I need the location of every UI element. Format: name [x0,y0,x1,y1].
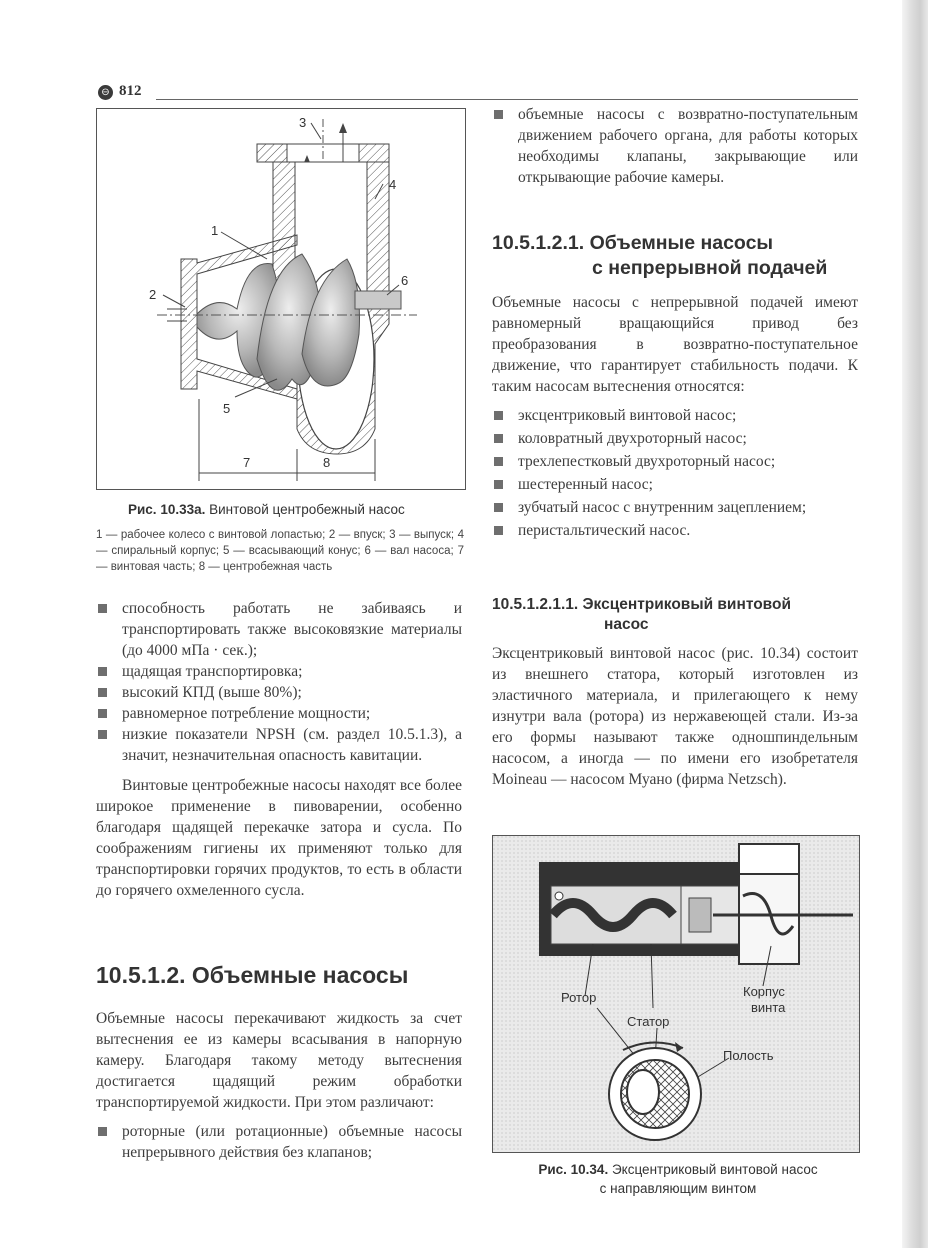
paragraph-continuous-pumps: Объемные насосы с непрерывной подачей имеют равномерный вращающийся привод без преобразования в возвратно-поступательное движение, что гарантирует стабильность подачи. К таким насосам вытеснения относятся: [492,294,858,395]
list-item: роторные (или ротационные) объемные насосы непрерывного действия без клапанов; [96,1121,462,1163]
figure-screw-centrifugal-pump [96,108,466,490]
label-rotor: Ротор [561,990,597,1005]
bullet-square-icon [494,480,503,489]
figure-eccentric-screw-pump [492,835,860,1153]
list-item: способность работать не забиваясь и транспортировать также высоковязкие материалы (до 4000 мПа · сек.); [96,598,462,661]
list-item: объемные насосы с возвратно-поступательным движением рабочего органа, для работы которых необходимы клапаны, закрывающие или открывающие рабочие камеры. [492,104,858,188]
figure1-legend: 1 — рабочее колесо с винтовой лопастью; 2 — впуск; 3 — выпуск; 4 — спиральный корпус; 5 — всасывающий конус; 6 — вал насоса; 7 — винтовая часть; 8 — центробежная часть [96,529,464,573]
figure1-caption-number: Рис. 10.33а. [128,502,206,517]
list-item: щадящая транспортировка; [96,661,462,682]
bullet-square-icon [98,667,107,676]
list-item: равномерное потребление мощности; [96,703,462,724]
label-stator: Статор [627,1014,670,1029]
bullet-square-icon [494,457,503,466]
bullet-square-icon [98,688,107,697]
label-1: 1 [211,223,219,238]
label-cavity: Полость [723,1048,774,1063]
label-6: 6 [401,273,409,288]
label-5: 5 [223,401,231,416]
list-item: шестеренный насос; [492,474,858,495]
bullet-square-icon [98,730,107,739]
page-number: 812 [119,83,142,99]
bullet-square-icon [98,604,107,613]
list-item: коловратный двухроторный насос; [492,428,858,449]
page-header [98,84,858,104]
label-7: 7 [243,455,251,470]
left-column-2 [96,1008,462,1163]
heading-continuous-pumps: 10.5.1.2.1. Объемные насосы с непрерывной подачей [492,232,828,279]
page-edge-shadow [902,0,928,1248]
paragraph-screw-pumps: Винтовые центробежные насосы находят все более широкое применение в пивоварении, особенно благодаря щадящей перекачке затора и сусла. По соображениям гигиены их применяют только для транспортировки горячих продуктов, то есть в области до горячего охмеленного сусла. [96,777,462,899]
list-item: эксцентриковый винтовой насос; [492,405,858,426]
bullet-square-icon [494,503,503,512]
list-item: низкие показатели NPSH (см. раздел 10.5.1.3), а значит, незначительная опасность кавитации. [96,724,462,766]
header-rule [156,99,858,100]
bullet-square-icon [494,434,503,443]
figure2-caption [518,1160,838,1198]
label-4: 4 [389,177,397,192]
paragraph-eccentric-pump: Эксцентриковый винтовой насос (рис. 10.34) состоит из внешнего статора, который изготовлен из эластичного материала, и прилегающего к нему изнутри вала (ротора) из нержавеющей стали. Из-за его формы называют также одношпиндельным насосом, а иногда — по имени его изобретателя Moineau — насосом Муано (фирма Netzsch). [492,645,858,788]
right-column-mid [492,292,858,541]
bullet-square-icon [98,1127,107,1136]
bullet-square-icon [494,110,503,119]
figure1-caption-title: Винтовой центробежный насос [209,502,405,517]
right-column-top [492,104,858,188]
paragraph-volumetric-pumps: Объемные насосы перекачивают жидкость за счет вытеснения ее из камеры всасывания в напорную камеру. Благодаря такому методу вытеснения достигается щадящий режим обработки транспортируемой жидкости. При этом различают: [96,1010,462,1111]
label-housing-1: Корпус [743,984,785,999]
bullet-square-icon [494,411,503,420]
left-column [96,598,462,901]
label-housing-2: винта [751,1000,786,1015]
right-column-bottom [492,643,858,790]
figure2-caption-number: Рис. 10.34. [538,1162,609,1177]
heading-eccentric-screw-pump: 10.5.1.2.1.1. Эксцентриковый винтовой насос [492,596,792,633]
pump-drawing [97,109,465,489]
eccentric-pump-drawing [493,836,859,1152]
book-logo-icon: ⊖ [98,85,113,100]
bullet-square-icon [494,526,503,535]
figure2-caption-line2: с направляющим винтом [599,1181,757,1196]
figure2-caption-title: Эксцентриковый винтовой насос [611,1162,818,1177]
label-2: 2 [149,287,157,302]
bullet-square-icon [98,709,107,718]
heading-volumetric-pumps: 10.5.1.2. Объемные насосы [96,962,409,988]
list-item: трехлепестковый двухроторный насос; [492,451,858,472]
label-8: 8 [323,455,331,470]
label-3: 3 [299,115,307,130]
list-item: зубчатый насос с внутренним зацеплением; [492,497,858,518]
figure1-caption [128,502,405,517]
list-item: перистальтический насос. [492,520,858,541]
list-item: высокий КПД (выше 80%); [96,682,462,703]
